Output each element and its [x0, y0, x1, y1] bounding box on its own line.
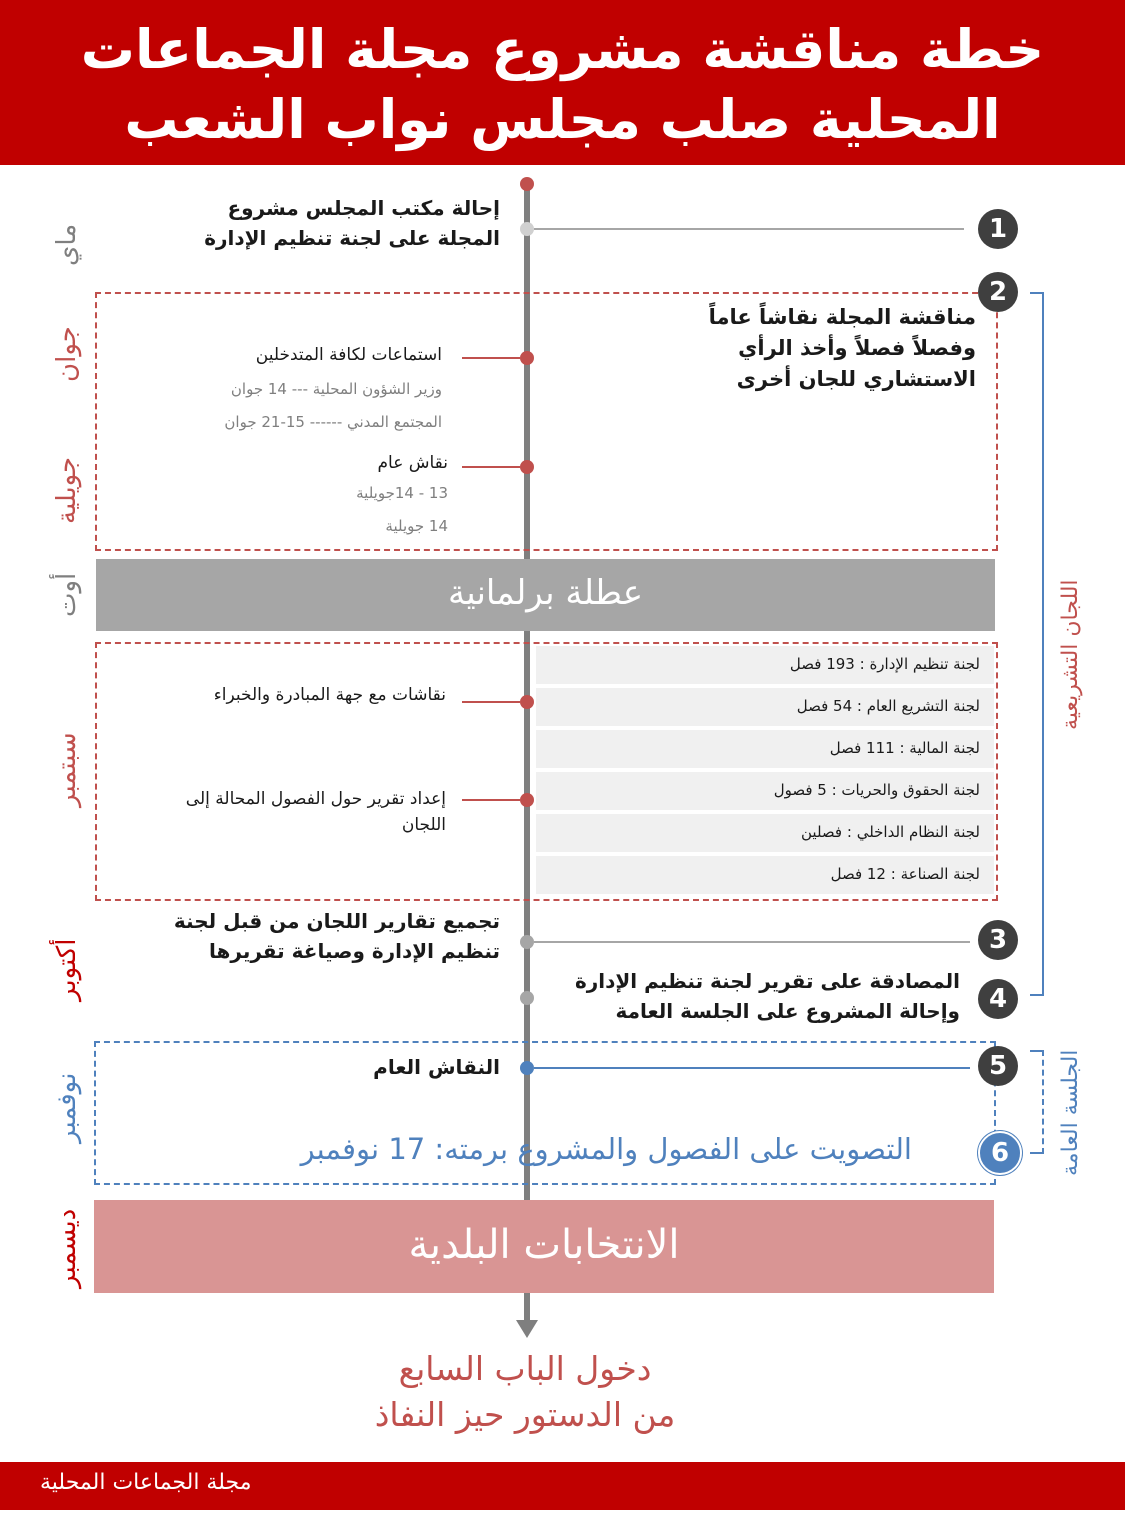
footer-bar	[0, 1462, 1125, 1510]
general-debate-connector	[462, 466, 520, 468]
committee-label: لجنة الحقوق والحريات : 5 فصول	[773, 781, 980, 799]
step-2-text	[640, 302, 976, 395]
committee-label: لجنة النظام الداخلي : فصلين	[801, 823, 980, 841]
municipal-elections-label: الانتخابات البلدية	[408, 1222, 680, 1268]
experts-dot	[520, 695, 534, 709]
report-dot	[520, 793, 534, 807]
committees-phase-bracket	[1030, 292, 1044, 996]
step-3-text-line-1: تجميع تقارير اللجان من قبل لجنة	[173, 909, 500, 933]
committee-row	[536, 730, 994, 768]
committees-phase-label: اللجان التشريعية	[1058, 579, 1083, 731]
committee-label: لجنة الصناعة : 12 فصل	[830, 865, 980, 883]
month-november: نوفمبر	[52, 1072, 82, 1143]
step-4-text-line-1: المصادقة على تقرير لجنة تنظيم الإدارة	[574, 969, 960, 993]
hearings-connector	[462, 357, 520, 359]
general-debate-dot	[520, 460, 534, 474]
committee-row	[536, 856, 994, 894]
month-december: ديسمبر	[52, 1208, 82, 1288]
step-5-connector	[534, 1067, 970, 1069]
parliamentary-recess-label: عطلة برلمانية	[447, 573, 644, 613]
committee-row	[536, 814, 994, 852]
report-preparation	[110, 786, 446, 838]
experts-discussions: نقاشات مع جهة المبادرة والخبراء	[213, 685, 446, 705]
page-title-line-2: المحلية صلب مجلس نواب الشعب	[124, 88, 1001, 151]
hearings-civil-society: المجتمع المدني ------ 15-21 جوان	[224, 413, 442, 431]
parliamentary-recess-bar	[96, 559, 995, 631]
step-1-badge: 1	[978, 209, 1018, 249]
header-banner	[0, 0, 1125, 165]
page-title-line-1: خطة مناقشة مشروع مجلة الجماعات	[80, 18, 1045, 81]
month-august: أوت	[52, 572, 82, 618]
report-preparation-line-2: اللجان	[401, 815, 446, 835]
plenary-phase-label: الجلسة العامة	[1058, 1049, 1083, 1176]
step-1-connector	[534, 228, 964, 230]
step-5-dot	[520, 1061, 534, 1075]
step-3-text	[130, 906, 500, 966]
report-connector	[462, 799, 520, 801]
committee-label: لجنة تنظيم الإدارة : 193 فصل	[789, 655, 980, 673]
hearings-title: استماعات لكافة المتدخلين	[255, 345, 442, 365]
outcome-text-line-1: دخول الباب السابع	[398, 1349, 652, 1388]
municipal-elections-bar	[94, 1200, 994, 1293]
general-debate-date-2: 14 جويلية	[385, 517, 448, 535]
step-3-text-line-2: تنظيم الإدارة وصياغة تقريرها	[209, 939, 500, 963]
committee-row	[536, 772, 994, 810]
footer-brand: مجلة الجماعات المحلية	[40, 1470, 252, 1495]
hearings-minister: وزير الشؤون المحلية --- 14 جوان	[230, 380, 442, 398]
step-1-text-line-2: المجلة على لجنة تنظيم الإدارة	[204, 226, 500, 250]
step-2-text-line-3: الاستشاري للجان أخرى	[736, 367, 976, 391]
step-4-text	[540, 966, 960, 1026]
outcome-text-line-2: من الدستور حيز النفاذ	[374, 1395, 676, 1434]
committee-row	[536, 688, 994, 726]
general-debate-date-1: 13 - 14جويلية	[356, 484, 448, 502]
committee-label: لجنة التشريع العام : 54 فصل	[796, 697, 980, 715]
step-2-text-line-1: مناقشة المجلة نقاشاً عاماً	[708, 305, 976, 329]
month-september: سبتمبر	[52, 732, 82, 808]
step-1-text-line-1: إحالة مكتب المجلس مشروع	[227, 196, 500, 220]
report-preparation-line-1: إعداد تقرير حول الفصول المحالة إلى	[185, 789, 446, 809]
month-july: جويلية	[52, 456, 82, 524]
step-1-dot	[520, 222, 534, 236]
month-october: أكتوبر	[52, 938, 82, 1002]
timeline-start-dot	[520, 177, 534, 191]
step-3-dot	[520, 935, 534, 949]
step-6-text: التصويت على الفصول والمشروع برمته: 17 نوفمبر	[300, 1132, 912, 1166]
outcome-text	[250, 1346, 800, 1438]
month-may: ماي	[52, 223, 82, 267]
step-5-badge: 5	[978, 1046, 1018, 1086]
step-4-dot	[520, 991, 534, 1005]
committee-label: لجنة المالية : 111 فصل	[829, 739, 980, 757]
step-2-text-line-2: وفصلاً فصلاً وأخذ الرأي	[738, 336, 976, 360]
step-3-connector	[534, 941, 970, 943]
step-6-badge: 6	[978, 1131, 1022, 1175]
plenary-phase-bracket	[1030, 1050, 1044, 1154]
committee-row	[536, 646, 994, 684]
step-1-text	[150, 193, 500, 253]
general-debate-title: نقاش عام	[377, 453, 448, 473]
month-june: جوان	[52, 326, 82, 383]
step-2-badge: 2	[978, 272, 1018, 312]
timeline-arrow-icon	[516, 1320, 538, 1338]
experts-connector	[462, 701, 520, 703]
step-4-text-line-2: وإحالة المشروع على الجلسة العامة	[615, 999, 960, 1023]
hearings-dot	[520, 351, 534, 365]
step-5-text: النقاش العام	[373, 1055, 500, 1079]
step-4-badge: 4	[978, 979, 1018, 1019]
step-3-badge: 3	[978, 920, 1018, 960]
